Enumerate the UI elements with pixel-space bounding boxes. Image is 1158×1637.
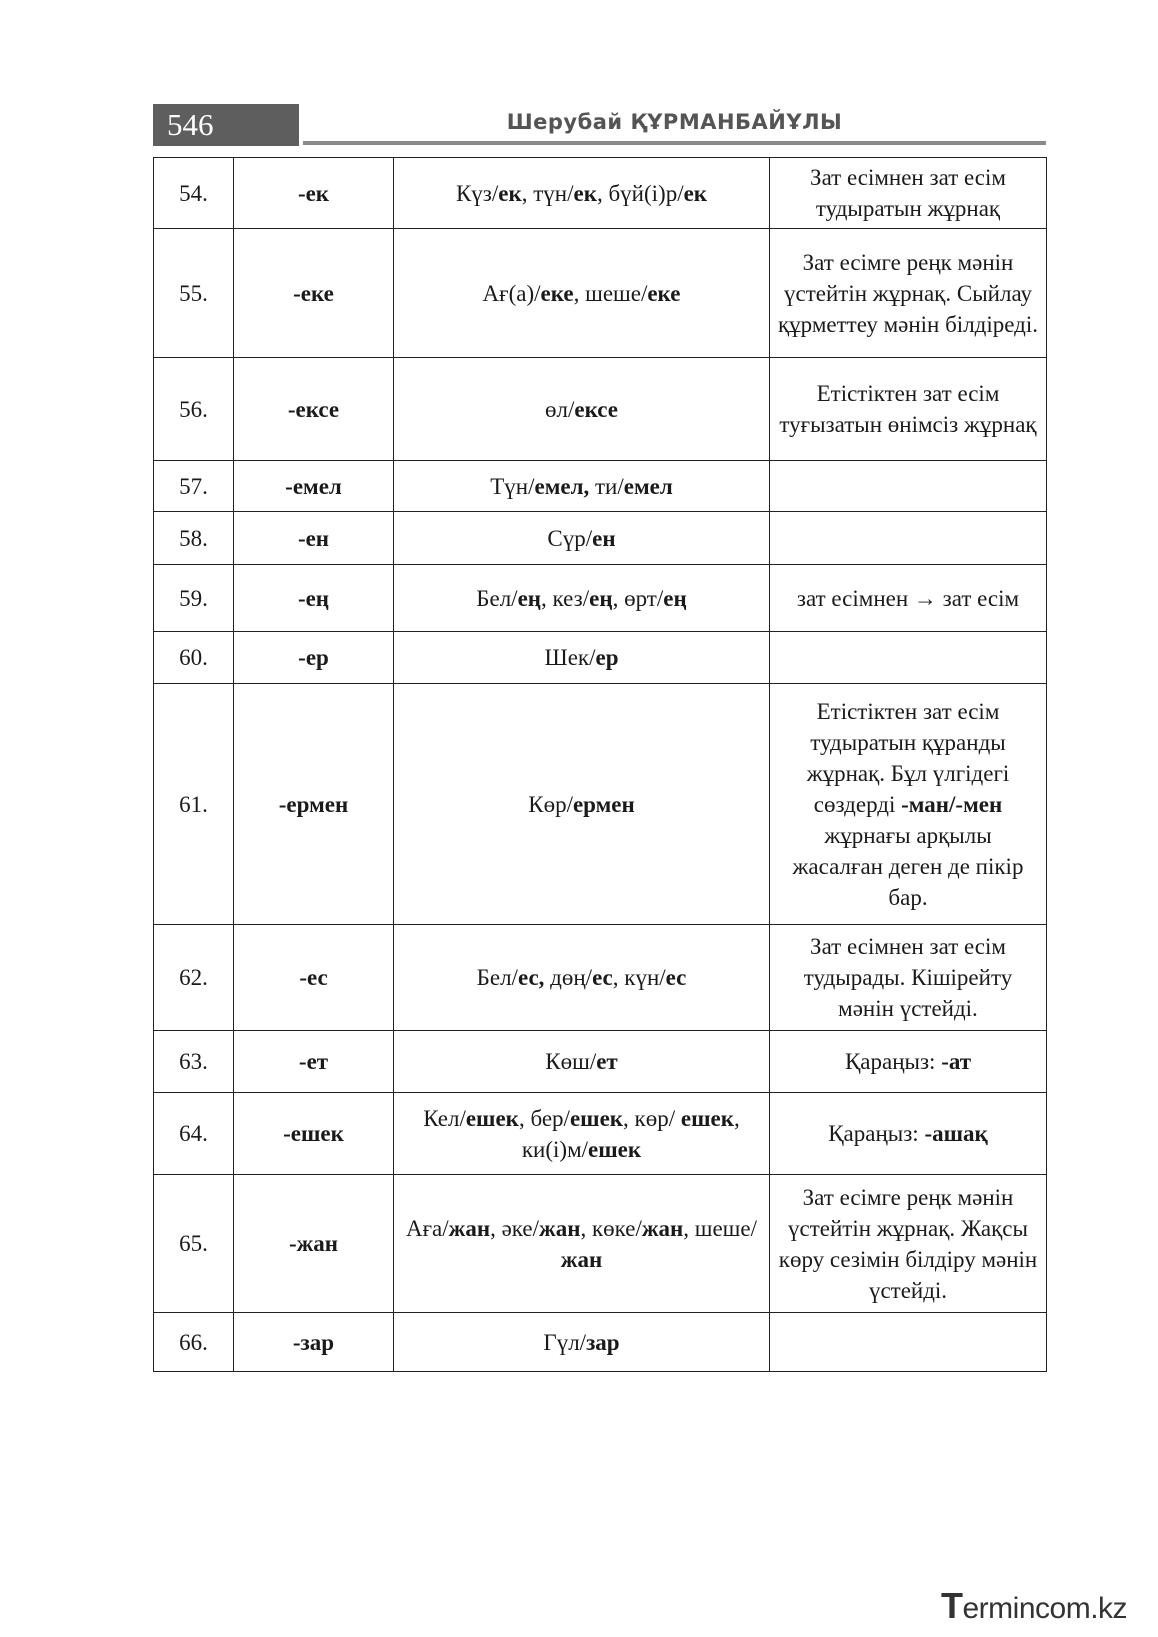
table-row [154,158,1047,229]
examples-cell: Күз/ек, түн/ек, бүй(і)р/ек [394,158,770,229]
note-cell: Зат есімге реңк мәнін үстейтін жұрнақ. Жақсы көру сезімін білдіру мәнін үстейді. [770,1175,1047,1313]
examples-cell: Шек/ер [394,632,770,684]
note-cell: Етістіктен зат есім туғызатын өнімсіз жұрнақ [770,358,1047,461]
table-row [154,461,1047,512]
suffix-cell: -зар [234,1313,394,1372]
suffix-cell: -ексе [234,358,394,461]
examples-cell: Ағ(а)/еке, шеше/еке [394,229,770,358]
row-number: 63. [154,1031,234,1093]
examples-cell: Көр/ермен [394,684,770,925]
suffix-cell: -ен [234,512,394,565]
table-row [154,632,1047,684]
suffix-cell: -ек [234,158,394,229]
table-row [154,925,1047,1031]
row-number: 55. [154,229,234,358]
note-cell [770,461,1047,512]
row-number: 61. [154,684,234,925]
table-row [154,229,1047,358]
note-cell: Зат есімнен зат есім тудырады. Кішірейту мәнін үстейді. [770,925,1047,1031]
suffix-cell: -емел [234,461,394,512]
note-cell [770,632,1047,684]
suffix-cell: -ешек [234,1093,394,1175]
examples-cell: Бел/ес, дөң/ес, күн/ес [394,925,770,1031]
table-row [154,1031,1047,1093]
examples-cell: Кел/ешек, бер/ешек, көр/ ешек, ки(і)м/ешек [394,1093,770,1175]
note-cell: Қараңыз: -ашақ [770,1093,1047,1175]
table-row [154,684,1047,925]
note-cell: Зат есімнен зат есім тудыратын жұрнақ [770,158,1047,229]
row-number: 60. [154,632,234,684]
page-header [153,104,1046,146]
suffix-cell: -еке [234,229,394,358]
suffix-cell: -ең [234,565,394,632]
table-row [154,512,1047,565]
logo-text: ermincom.kz [962,1592,1128,1625]
examples-cell: Гүл/зар [394,1313,770,1372]
row-number: 57. [154,461,234,512]
table-row [154,565,1047,632]
examples-cell: Бел/ең, кез/ең, өрт/ең [394,565,770,632]
examples-cell: Сүр/ен [394,512,770,565]
note-cell: Зат есімге реңк мәнін үстейтін жұрнақ. Сыйлау құрметтеу мәнін білдіреді. [770,229,1047,358]
suffix-table [153,157,1047,1372]
table-row [154,1313,1047,1372]
row-number: 65. [154,1175,234,1313]
row-number: 58. [154,512,234,565]
running-head-author: Шерубай ҚҰРМАНБАЙҰЛЫ [506,110,843,134]
suffix-cell: -ет [234,1031,394,1093]
note-cell: Қараңыз: -ат [770,1031,1047,1093]
note-cell [770,512,1047,565]
note-cell: Етістіктен зат есім тудыратын құранды жұрнақ. Бұл үлгідегі сөздерді -ман/-мен жұрнағы арқылы жасалған деген де пікір бар. [770,684,1047,925]
logo-initial: T [941,1585,963,1626]
table-row [154,1093,1047,1175]
suffix-cell: -ес [234,925,394,1031]
note-cell [770,1313,1047,1372]
table-row [154,358,1047,461]
header-rule [303,141,1046,145]
suffix-cell: -ер [234,632,394,684]
suffix-cell: -ермен [234,684,394,925]
row-number: 59. [154,565,234,632]
row-number: 66. [154,1313,234,1372]
examples-cell: Көш/ет [394,1031,770,1093]
termincom-logo [941,1585,1141,1625]
table-row [154,1175,1047,1313]
examples-cell: өл/ексе [394,358,770,461]
examples-cell: Түн/емел, ти/емел [394,461,770,512]
row-number: 64. [154,1093,234,1175]
suffix-cell: -жан [234,1175,394,1313]
row-number: 56. [154,358,234,461]
page-number: 546 [153,104,299,146]
row-number: 62. [154,925,234,1031]
row-number: 54. [154,158,234,229]
note-cell: зат есімнен → зат есім [770,565,1047,632]
examples-cell: Аға/жан, әке/жан, көке/жан, шеше/жан [394,1175,770,1313]
